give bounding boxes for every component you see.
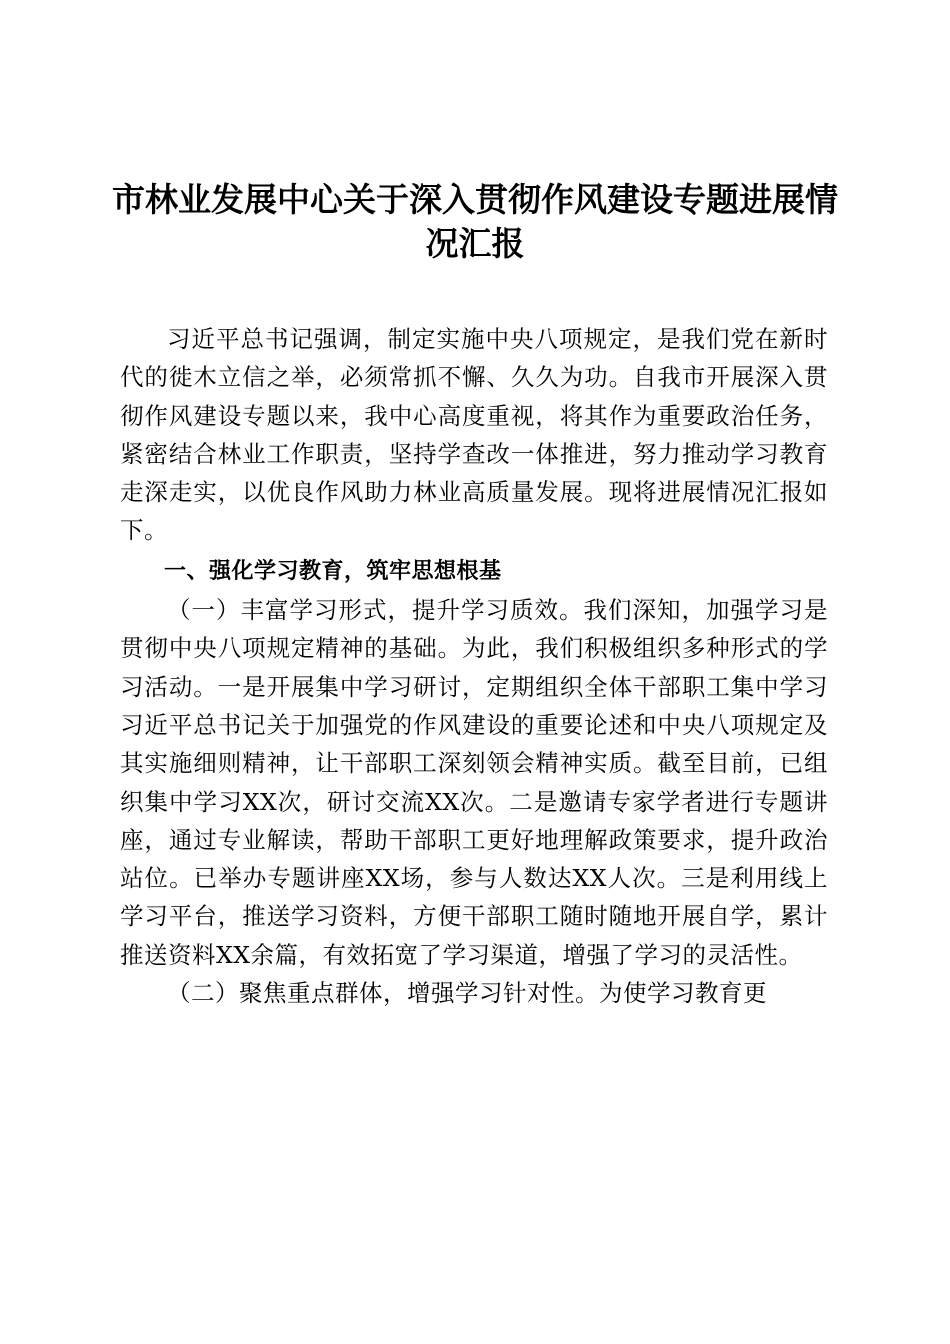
document-title: 市林业发展中心关于深入贯彻作风建设专题进展情况汇报 — [112, 180, 838, 263]
intro-paragraph: 习近平总书记强调，制定实施中央八项规定，是我们党在新时代的徙木立信之举，必须常抓不懈、久久为功。自我市开展深入贯彻作风建设专题以来，我中心高度重视，将其作为重要政治任务，紧密结合林业工作职责，坚持学查改一体推进，努力推动学习教育走深走实，以优良作风助力林业高质量发展。现将进展情况汇报如下。 — [120, 325, 828, 545]
body-paragraph-continued: （二）聚焦重点群体，增强学习针对性。为使学习教育更 — [167, 979, 767, 1008]
body-paragraph: （一）丰富学习形式，提升学习质效。我们深知，加强学习是贯彻中央八项规定精神的基础。为此，我们积极组织多种形式的学习活动。一是开展集中学习研讨，定期组织全体干部职工集中学习习近平总书记关于加强党的作风建设的重要论述和中央八项规定及其实施细则精神，让干部职工深刻领会精神实质。截至目前，已组织集中学习XX次，研讨交流XX次。二是邀请专家学者进行专题讲座，通过专业解读，帮助干部职工更好地理解政策要求，提升政治站位。已举办专题讲座XX场，参与人数达XX人次。三是利用线上学习平台，推送学习资料，方便干部职工随时随地开展自学，累计推送资料XX余篇，有效拓宽了学习渠道，增强了学习的灵活性。 — [120, 596, 828, 969]
section-heading: 一、强化学习教育，筑牢思想根基 — [164, 558, 502, 584]
document-body — [120, 320, 828, 1012]
